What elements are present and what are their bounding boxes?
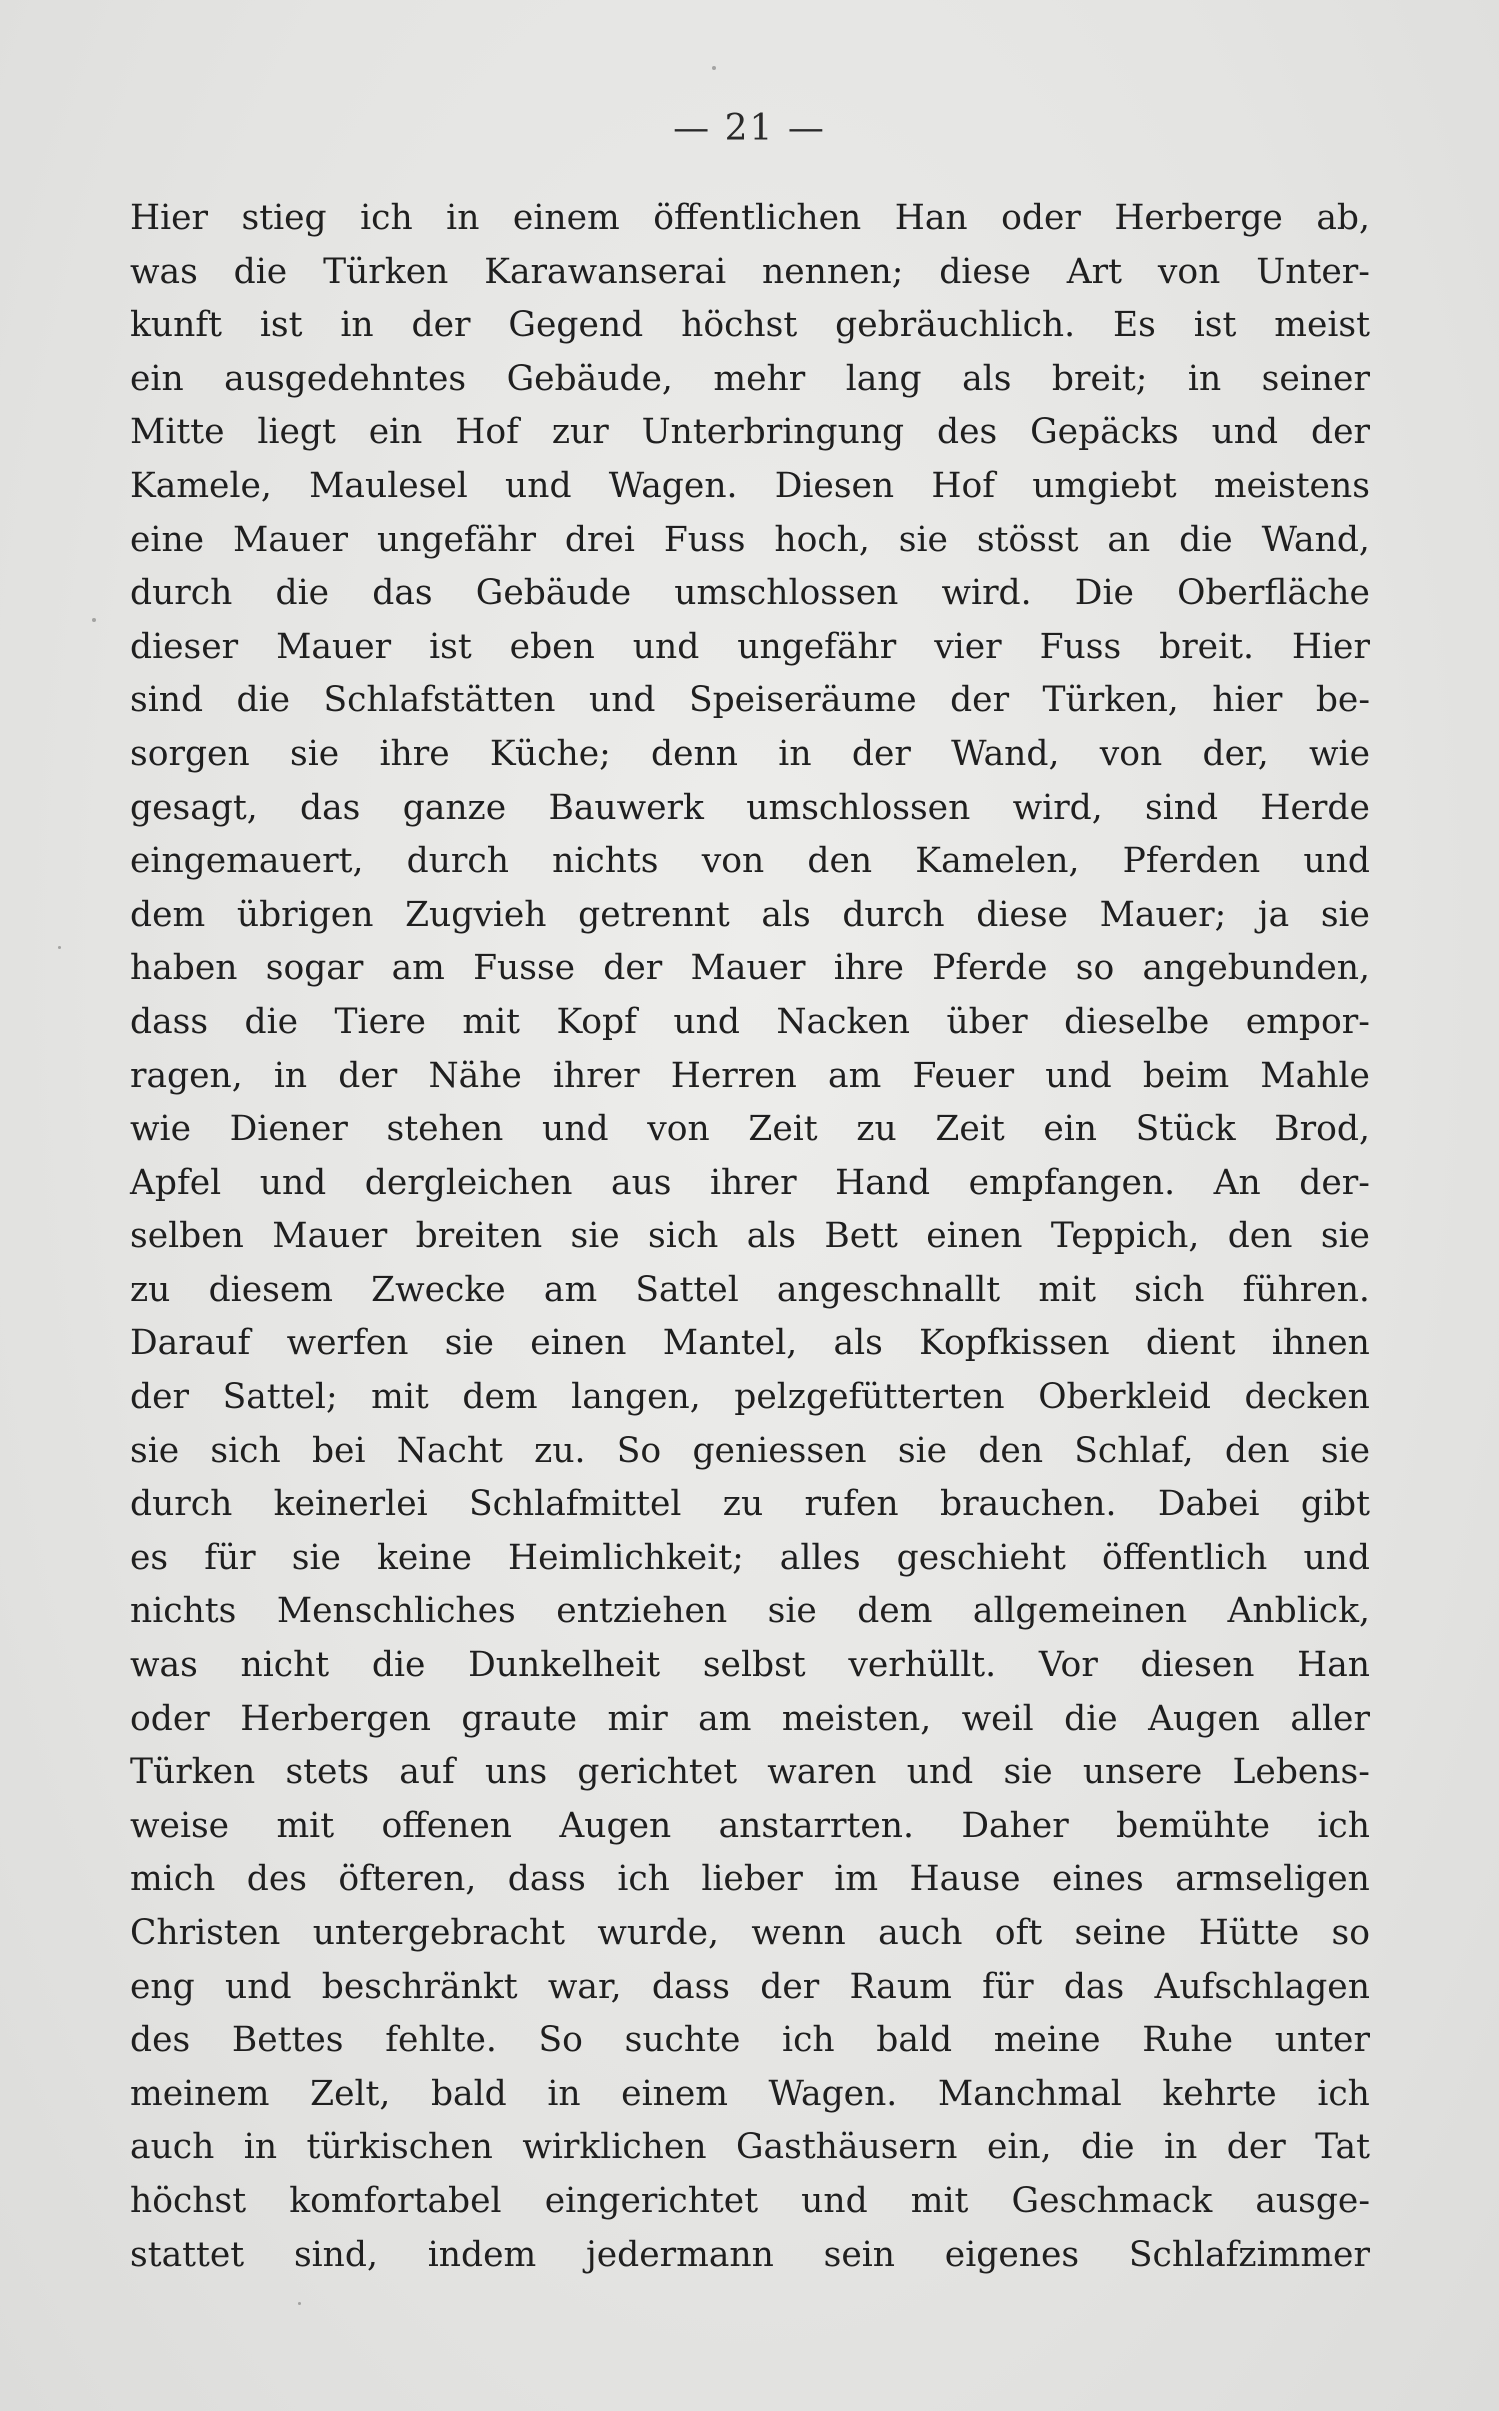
text-line: oder Herbergen graute mir am meisten, weil die Augen aller bbox=[130, 1698, 1370, 1739]
text-line: Darauf werfen sie einen Mantel, als Kopfkissen dient ihnen bbox=[130, 1323, 1370, 1364]
text-line: sind die Schlafstätten und Speiseräume der Türken, hier be- bbox=[130, 680, 1370, 721]
scan-speck bbox=[712, 66, 716, 70]
text-line: durch die das Gebäude umschlossen wird. Die Oberfläche bbox=[130, 573, 1370, 614]
text-line: des Bettes fehlte. So suchte ich bald meine Ruhe unter bbox=[130, 2020, 1370, 2061]
text-line: auch in türkischen wirklichen Gasthäusern ein, die in der Tat bbox=[130, 2127, 1370, 2168]
text-line: Hier stieg ich in einem öffentlichen Han oder Herberge ab, bbox=[130, 198, 1370, 238]
text-line: stattet sind, indem jedermann sein eigenes Schlafzimmer bbox=[130, 2234, 1370, 2275]
text-line: eng und beschränkt war, dass der Raum für das Aufschlagen bbox=[130, 1966, 1370, 2007]
text-line: ein ausgedehntes Gebäude, mehr lang als breit; in seiner bbox=[130, 358, 1370, 399]
text-line: zu diesem Zwecke am Sattel angeschnallt mit sich führen. bbox=[130, 1269, 1370, 1310]
page-number: — 21 — bbox=[673, 108, 826, 149]
text-line: nichts Menschliches entziehen sie dem allgemeinen Anblick, bbox=[130, 1591, 1370, 1632]
text-line: Kamele, Maulesel und Wagen. Diesen Hof umgiebt meistens bbox=[130, 465, 1370, 506]
text-line: der Sattel; mit dem langen, pelzgefütterten Oberkleid decken bbox=[130, 1377, 1370, 1418]
scan-speck bbox=[58, 946, 61, 949]
text-line: selben Mauer breiten sie sich als Bett einen Teppich, den sie bbox=[130, 1216, 1370, 1257]
text-line: haben sogar am Fusse der Mauer ihre Pferde so angebunden, bbox=[130, 948, 1370, 989]
text-line: weise mit offenen Augen anstarrten. Daher bemühte ich bbox=[130, 1805, 1370, 1846]
text-line: dem übrigen Zugvieh getrennt als durch diese Mauer; ja sie bbox=[130, 894, 1370, 935]
text-line: wie Diener stehen und von Zeit zu Zeit ein Stück Brod, bbox=[130, 1109, 1370, 1150]
text-line: eingemauert, durch nichts von den Kamelen, Pferden und bbox=[130, 841, 1370, 882]
text-line: sie sich bei Nacht zu. So geniessen sie den Schlaf, den sie bbox=[130, 1430, 1370, 1471]
text-line: gesagt, das ganze Bauwerk umschlossen wird, sind Herde bbox=[130, 787, 1370, 828]
text-line: was die Türken Karawanserai nennen; diese Art von Unter- bbox=[130, 251, 1370, 292]
text-line: sorgen sie ihre Küche; denn in der Wand, von der, wie bbox=[130, 733, 1370, 774]
text-line: mich des öfteren, dass ich lieber im Hause eines armseligen bbox=[130, 1859, 1370, 1900]
text-line: Türken stets auf uns gerichtet waren und sie unsere Lebens- bbox=[130, 1752, 1370, 1793]
text-line: Apfel und dergleichen aus ihrer Hand empfangen. An der- bbox=[130, 1162, 1370, 1203]
scan-speck bbox=[298, 2302, 301, 2305]
text-line: ragen, in der Nähe ihrer Herren am Feuer und beim Mahle bbox=[130, 1055, 1370, 1096]
text-line: es für sie keine Heimlichkeit; alles geschieht öffentlich und bbox=[130, 1537, 1370, 1578]
text-line: dass die Tiere mit Kopf und Nacken über dieselbe empor- bbox=[130, 1001, 1370, 1042]
text-line: eine Mauer ungefähr drei Fuss hoch, sie stösst an die Wand, bbox=[130, 519, 1370, 560]
text-line: Christen untergebracht wurde, wenn auch oft seine Hütte so bbox=[130, 1913, 1370, 1953]
text-line: höchst komfortabel eingerichtet und mit Geschmack ausge- bbox=[130, 2180, 1370, 2221]
body-text bbox=[130, 192, 1370, 2282]
text-line: dieser Mauer ist eben und ungefähr vier Fuss breit. Hier bbox=[130, 626, 1370, 667]
scan-speck bbox=[92, 618, 96, 622]
text-line: was nicht die Dunkelheit selbst verhüllt. Vor diesen Han bbox=[130, 1645, 1370, 1686]
text-line: Mitte liegt ein Hof zur Unterbringung des Gepäcks und der bbox=[130, 412, 1370, 453]
text-line: durch keinerlei Schlafmittel zu rufen brauchen. Dabei gibt bbox=[130, 1484, 1370, 1525]
text-line: meinem Zelt, bald in einem Wagen. Manchmal kehrte ich bbox=[130, 2073, 1370, 2114]
text-line: kunft ist in der Gegend höchst gebräuchlich. Es ist meist bbox=[130, 305, 1370, 346]
